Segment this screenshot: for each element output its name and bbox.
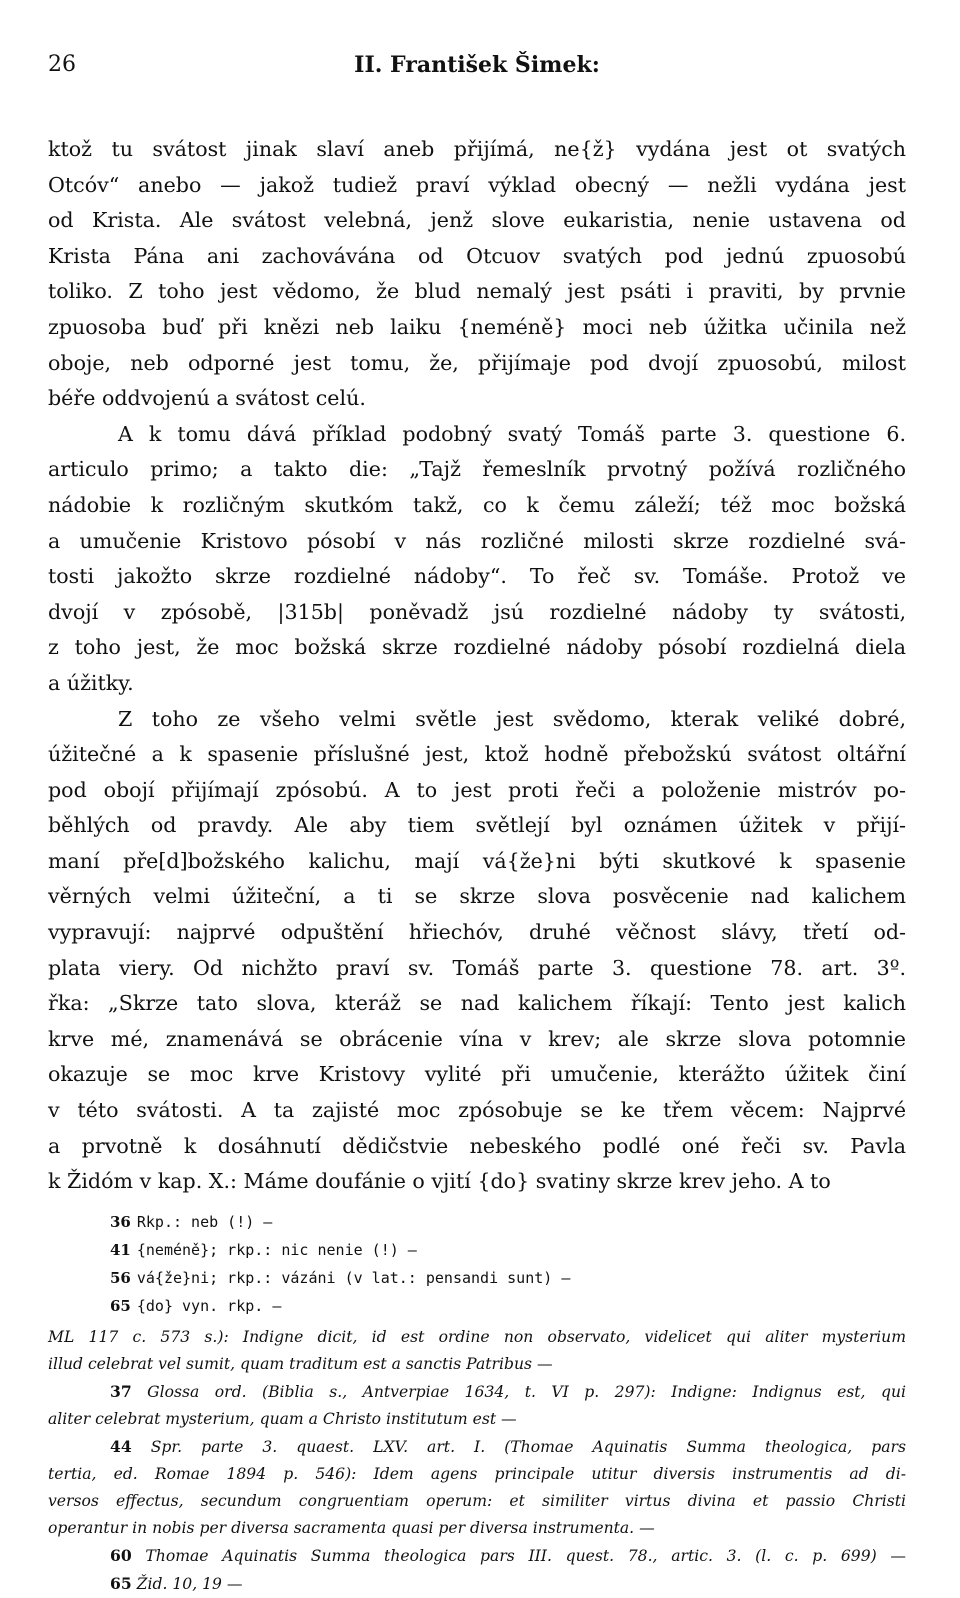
text-line: běhlých od pravdy. Ale aby tiem světlejí byl oznámen úžitek v přijí-	[48, 813, 906, 838]
text-line: béře oddvojenú a svátost celú.	[48, 386, 366, 411]
footnote-line	[48, 1351, 906, 1378]
text-line: oboje, neb odporné jest tomu, že, přijímaje pod dvojí zpuosobú, milost	[48, 350, 906, 375]
text-line: nádobie k rozličným skutkóm takž, co k čemu záleží; též moc božská	[48, 492, 906, 517]
footnotes	[48, 1324, 906, 1598]
text-line: articulo primo; a takto die: „Tajž řemeslník prvotný požívá rozličného	[48, 457, 906, 482]
line-reference: 60	[110, 1545, 132, 1565]
apparatus-entry	[110, 1236, 906, 1264]
footnote-line	[48, 1406, 906, 1433]
text-line: řka: „Skrze tato slova, kteráž se nad kalichem říkají: Tento jest kalich	[48, 991, 906, 1016]
text-line: a umučenie Kristovo pósobí v nás rozličné milosti skrze rozdielné svá-	[48, 528, 906, 553]
footnote-line	[48, 1461, 906, 1488]
footnote-text: Thomae Aquinatis Summa theologica pars III. quest. 78., artic. 3. (l. c. p. 699) —	[131, 1546, 906, 1565]
line-reference: 41	[110, 1240, 131, 1259]
running-head: II. František Šimek:	[354, 52, 600, 78]
text-line: okazuje se moc krve Kristovy vylité při umučenie, kterážto úžitek činí	[48, 1062, 906, 1087]
text-line: v této svátosti. A ta zajisté moc zpósobuje se ke třem věcem: Najprvé	[48, 1098, 906, 1123]
apparatus-entry	[110, 1292, 906, 1320]
page-header	[48, 40, 906, 80]
apparatus-text: {neméně}; rkp.: nic nenie (!) —	[136, 1240, 417, 1259]
text-line: z toho jest, že moc božská skrze rozdielné nádoby pósobí rozdielná diela	[48, 635, 906, 660]
text-line: tosti jakožto skrze rozdielné nádoby“. To řeč sv. Tomáše. Protož ve	[48, 564, 906, 589]
text-line: od Krista. Ale svátost velebná, jenž slove eukaristia, nenie ustavena od	[48, 208, 906, 233]
apparatus-entry	[110, 1208, 906, 1236]
text-line: Krista Pána ani zachovávána od Otcuov svatých pod jednú zpuosobú	[48, 243, 906, 268]
text-line: maní pře[d]božského kalichu, mají vá{že}ni býti skutkové k spasenie	[48, 848, 906, 873]
footnote-line	[48, 1378, 906, 1406]
footnote-text: versos effectus, secundum congruentiam operum: et similiter virtus divina et passio Christi	[48, 1491, 906, 1510]
footnote-text: Žid. 10, 19 —	[131, 1574, 243, 1593]
footnote-text: Glossa ord. (Biblia s., Antverpiae 1634, t. VI p. 297): Indigne: Indignus est, qui	[131, 1382, 906, 1401]
page	[48, 40, 906, 1598]
footnote-text: operantur in nobis per diversa sacramenta quasi per diversa instrumenta. —	[48, 1518, 655, 1537]
footnote-line	[48, 1570, 906, 1598]
text-line: pod obojí přijímají zpósobú. A to jest proti řeči a položenie mistróv po-	[48, 777, 906, 802]
text-line: vypravují: najprvé odpuštění hřiechóv, druhé věčnost slávy, třetí od-	[48, 920, 906, 945]
footnote-text: Spr. parte 3. quaest. LXV. art. I. (Thomae Aquinatis Summa theologica, pars	[131, 1437, 906, 1456]
footnote-line	[48, 1542, 906, 1570]
footnote-text: ML 117 c. 573 s.): Indigne dicit, id est ordine non observato, videlicet qui aliter mysterium	[48, 1327, 906, 1346]
footnote-line	[48, 1324, 906, 1351]
text-line: Otcóv“ anebo — jakož tudiež praví výklad obecný — nežli vydána jest	[48, 172, 906, 197]
critical-apparatus	[48, 1208, 906, 1320]
text-line: zpuosoba buď při knězi neb laiku {neméně} moci neb úžitka učinila než	[48, 314, 906, 339]
line-reference: 65	[110, 1573, 132, 1593]
text-line: věrných velmi úžiteční, a ti se skrze slova posvěcenie nad kalichem	[48, 884, 906, 909]
footnote-text: tertia, ed. Romae 1894 p. 546): Idem agens principale utitur diversis instrumentis ad di-	[48, 1464, 906, 1483]
text-line: ktož tu svátost jinak slaví aneb přijímá, ne{ž} vydána jest ot svatých	[48, 137, 906, 161]
line-reference: 37	[110, 1381, 132, 1401]
line-reference: 65	[110, 1296, 131, 1315]
text-line: toliko. Z toho jest vědomo, že blud nemalý jest psáti i praviti, by prvnie	[48, 279, 906, 304]
text-line: A k tomu dává příklad podobný svatý Tomáš parte 3. questione 6.	[118, 421, 906, 446]
apparatus-text: vá{že}ni; rkp.: vázáni (v lat.: pensandi sunt) —	[136, 1268, 571, 1287]
footnote-line	[48, 1433, 906, 1461]
text-line: k Židóm v kap. X.: Máme doufánie o vjití {do} svatiny skrze krev jeho. A to	[48, 1169, 831, 1194]
footnote-line	[48, 1488, 906, 1515]
footnote-text: illud celebrat vel sumit, quam traditum est a sanctis Patribus —	[48, 1354, 553, 1373]
footnote-text: aliter celebrat mysterium, quam a Christo institutum est —	[48, 1409, 517, 1428]
text-line: a prvotně k dosáhnutí dědičstvie nebeského podlé oné řeči sv. Pavla	[48, 1133, 906, 1158]
main-text	[48, 132, 906, 1200]
line-reference: 44	[110, 1436, 132, 1456]
apparatus-text: Rkp.: neb (!) —	[136, 1212, 273, 1231]
text-line: dvojí v zpósobě, |315b| poněvadž jsú rozdielné nádoby ty svátosti,	[48, 599, 906, 624]
apparatus-text: {do} vyn. rkp. —	[136, 1296, 282, 1315]
text-line: Z toho ze všeho velmi světle jest svědomo, kterak veliké dobré,	[118, 706, 906, 731]
page-number: 26	[48, 52, 76, 77]
text-line: úžitečné a k spasenie příslušné jest, ktož hodně přebožskú svátost oltářní	[48, 742, 906, 767]
text-line: a úžitky.	[48, 670, 134, 695]
line-reference: 36	[110, 1212, 131, 1231]
text-line: krve mé, znamenává se obrácenie vína v krev; ale skrze slova potomnie	[48, 1026, 906, 1051]
text-line: plata viery. Od nichžto praví sv. Tomáš parte 3. questione 78. art. 3º.	[48, 955, 906, 980]
footnote-line	[48, 1515, 906, 1542]
apparatus-entry	[110, 1264, 906, 1292]
line-reference: 56	[110, 1268, 131, 1287]
